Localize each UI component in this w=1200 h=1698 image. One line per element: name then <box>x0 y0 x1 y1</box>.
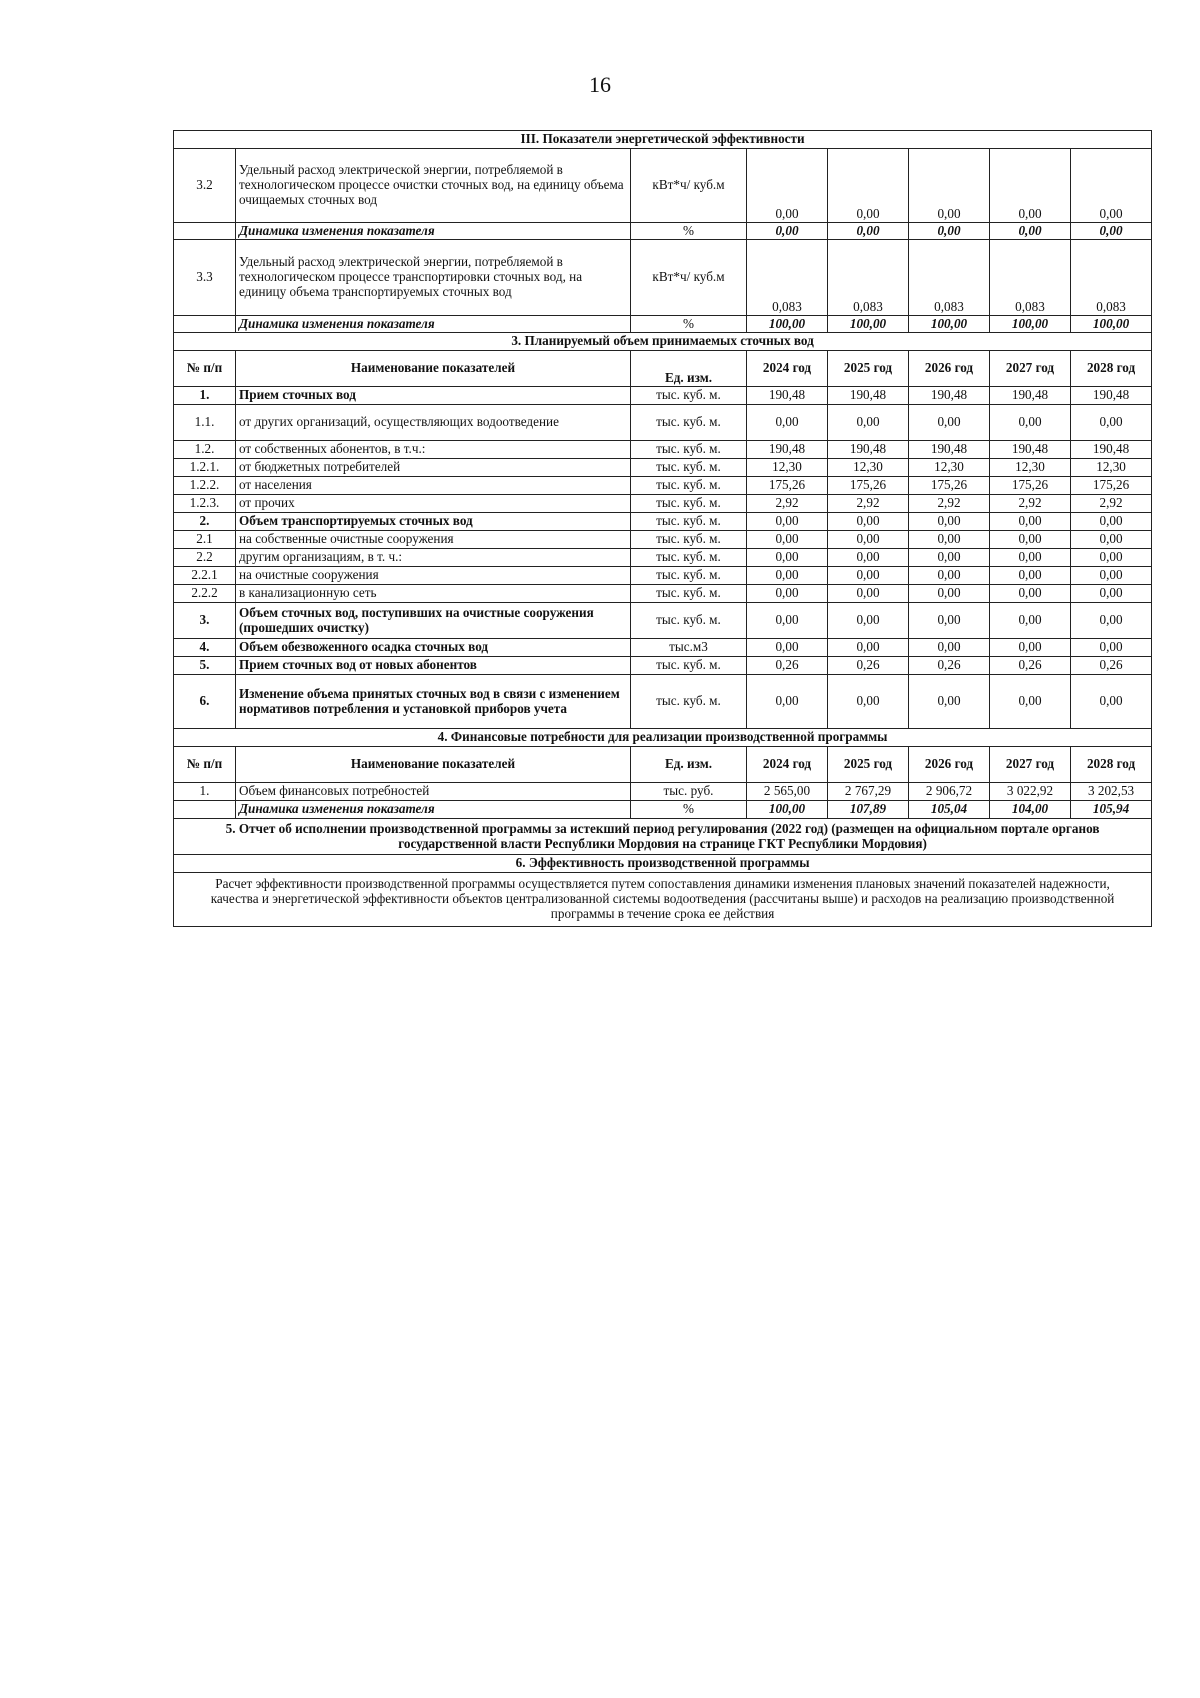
header-year: 2028 год <box>1071 351 1152 387</box>
value-cell: 190,48 <box>1071 387 1152 405</box>
row-number <box>174 801 236 819</box>
row-number: 5. <box>174 657 236 675</box>
table-row <box>174 675 1152 729</box>
row-unit: тыс. куб. м. <box>631 675 747 729</box>
value-cell: 0,00 <box>909 603 990 639</box>
row-number: 1.2.2. <box>174 477 236 495</box>
header-year: 2026 год <box>909 351 990 387</box>
value-cell: 12,30 <box>747 459 828 477</box>
value-cell: 2 906,72 <box>909 783 990 801</box>
row-name: Динамика изменения показателя <box>236 223 631 240</box>
value-cell: 0,26 <box>990 657 1071 675</box>
value-cell: 100,00 <box>747 316 828 333</box>
value-cell: 0,00 <box>909 531 990 549</box>
row-number <box>174 223 236 240</box>
table-row <box>174 549 1152 567</box>
value-cell: 0,00 <box>747 405 828 441</box>
value-cell: 190,48 <box>990 387 1071 405</box>
row-unit: тыс. куб. м. <box>631 567 747 585</box>
value-cell: 2,92 <box>828 495 909 513</box>
value-cell: 175,26 <box>990 477 1071 495</box>
table-row <box>174 531 1152 549</box>
header-row <box>174 747 1152 783</box>
row-unit: тыс. руб. <box>631 783 747 801</box>
value-cell: 0,00 <box>828 223 909 240</box>
value-cell: 0,26 <box>909 657 990 675</box>
value-cell: 2,92 <box>747 495 828 513</box>
value-cell: 0,00 <box>909 513 990 531</box>
section-report-title: 5. Отчет об исполнении производственной программы за истекший период регулирования (2022 год) (размещен на официальном портале органов государственной власти Республики Мордовия на странице ГКТ Республики Мордовия) <box>174 819 1152 855</box>
table-row <box>174 405 1152 441</box>
row-number: 3.2 <box>174 149 236 223</box>
value-cell: 0,00 <box>747 513 828 531</box>
value-cell: 100,00 <box>747 801 828 819</box>
value-cell: 0,00 <box>990 149 1071 223</box>
row-name: Объем обезвоженного осадка сточных вод <box>236 639 631 657</box>
value-cell: 0,00 <box>990 513 1071 531</box>
table-row <box>174 585 1152 603</box>
row-unit: тыс. куб. м. <box>631 459 747 477</box>
value-cell: 0,26 <box>1071 657 1152 675</box>
header-row <box>174 351 1152 387</box>
value-cell: 190,48 <box>747 441 828 459</box>
row-name: другим организациям, в т. ч.: <box>236 549 631 567</box>
value-cell: 190,48 <box>909 387 990 405</box>
header-unit: Ед. изм. <box>631 351 747 387</box>
value-cell: 2 565,00 <box>747 783 828 801</box>
row-name: Удельный расход электрической энергии, потребляемой в технологическом процессе очистки сточных вод, на единицу объема очищаемых сточных вод <box>236 149 631 223</box>
value-cell: 0,00 <box>747 549 828 567</box>
table-row <box>174 149 1152 223</box>
value-cell: 0,00 <box>909 149 990 223</box>
value-cell: 0,00 <box>1071 149 1152 223</box>
row-number: 2.2 <box>174 549 236 567</box>
value-cell: 0,00 <box>747 603 828 639</box>
row-unit: тыс. куб. м. <box>631 441 747 459</box>
row-name: от бюджетных потребителей <box>236 459 631 477</box>
row-unit: кВт*ч/ куб.м <box>631 149 747 223</box>
table-row <box>174 657 1152 675</box>
header-name: Наименование показателей <box>236 747 631 783</box>
value-cell: 0,00 <box>909 585 990 603</box>
row-name: от населения <box>236 477 631 495</box>
value-cell: 0,00 <box>828 603 909 639</box>
table-row <box>174 387 1152 405</box>
value-cell: 0,00 <box>990 585 1071 603</box>
value-cell: 0,00 <box>1071 567 1152 585</box>
row-name: от собственных абонентов, в т.ч.: <box>236 441 631 459</box>
value-cell: 100,00 <box>909 316 990 333</box>
value-cell: 100,00 <box>990 316 1071 333</box>
value-cell: 0,00 <box>747 149 828 223</box>
value-cell: 0,00 <box>828 405 909 441</box>
value-cell: 175,26 <box>909 477 990 495</box>
row-unit: тыс. куб. м. <box>631 585 747 603</box>
header-year: 2028 год <box>1071 747 1152 783</box>
header-year: 2027 год <box>990 351 1071 387</box>
value-cell: 0,00 <box>1071 675 1152 729</box>
value-cell: 0,00 <box>909 223 990 240</box>
header-name: Наименование показателей <box>236 351 631 387</box>
row-number: 6. <box>174 675 236 729</box>
row-name: Динамика изменения показателя <box>236 316 631 333</box>
value-cell: 104,00 <box>990 801 1071 819</box>
value-cell: 190,48 <box>1071 441 1152 459</box>
row-name: на очистные сооружения <box>236 567 631 585</box>
section-volume-title: 3. Планируемый объем принимаемых сточных вод <box>174 333 1152 351</box>
value-cell: 0,00 <box>1071 223 1152 240</box>
header-year: 2025 год <box>828 747 909 783</box>
row-name: Прием сточных вод <box>236 387 631 405</box>
table-row <box>174 240 1152 316</box>
value-cell: 0,00 <box>747 223 828 240</box>
value-cell: 100,00 <box>1071 316 1152 333</box>
value-cell: 12,30 <box>1071 459 1152 477</box>
row-name: Объем финансовых потребностей <box>236 783 631 801</box>
row-number: 3.3 <box>174 240 236 316</box>
value-cell: 190,48 <box>747 387 828 405</box>
value-cell: 0,00 <box>747 531 828 549</box>
value-cell: 0,00 <box>909 549 990 567</box>
value-cell: 0,00 <box>828 675 909 729</box>
value-cell: 190,48 <box>828 441 909 459</box>
row-name: Динамика изменения показателя <box>236 801 631 819</box>
table-row <box>174 783 1152 801</box>
value-cell: 0,00 <box>909 405 990 441</box>
value-cell: 0,00 <box>1071 639 1152 657</box>
row-number: 2.1 <box>174 531 236 549</box>
value-cell: 0,00 <box>747 567 828 585</box>
value-cell: 12,30 <box>909 459 990 477</box>
row-number: 3. <box>174 603 236 639</box>
value-cell: 0,00 <box>1071 603 1152 639</box>
value-cell: 2,92 <box>1071 495 1152 513</box>
header-num: № п/п <box>174 747 236 783</box>
row-name: Прием сточных вод от новых абонентов <box>236 657 631 675</box>
value-cell: 0,00 <box>909 639 990 657</box>
value-cell: 0,00 <box>828 549 909 567</box>
value-cell: 0,00 <box>990 567 1071 585</box>
row-unit: % <box>631 801 747 819</box>
table-row <box>174 603 1152 639</box>
header-year: 2024 год <box>747 351 828 387</box>
row-name: Удельный расход электрической энергии, потребляемой в технологическом процессе транспортировки сточных вод, на единицу объема транспортируемых сточных вод <box>236 240 631 316</box>
row-unit: тыс. куб. м. <box>631 513 747 531</box>
value-cell: 105,04 <box>909 801 990 819</box>
value-cell: 0,00 <box>828 567 909 585</box>
table-row <box>174 477 1152 495</box>
value-cell: 3 202,53 <box>1071 783 1152 801</box>
value-cell: 0,00 <box>1071 549 1152 567</box>
section-efficiency-title: 6. Эффективность производственной программы <box>174 855 1152 873</box>
row-number: 1. <box>174 387 236 405</box>
value-cell: 0,00 <box>828 149 909 223</box>
table-row <box>174 223 1152 240</box>
value-cell: 105,94 <box>1071 801 1152 819</box>
value-cell: 0,26 <box>828 657 909 675</box>
value-cell: 175,26 <box>1071 477 1152 495</box>
value-cell: 107,89 <box>828 801 909 819</box>
table-row <box>174 639 1152 657</box>
value-cell: 0,00 <box>909 567 990 585</box>
table-row <box>174 459 1152 477</box>
value-cell: 0,00 <box>747 585 828 603</box>
row-unit: тыс. куб. м. <box>631 477 747 495</box>
row-number: 1.1. <box>174 405 236 441</box>
header-unit: Ед. изм. <box>631 747 747 783</box>
section-energy-title: III. Показатели энергетической эффективности <box>174 131 1152 149</box>
row-name: Объем транспортируемых сточных вод <box>236 513 631 531</box>
value-cell: 12,30 <box>828 459 909 477</box>
header-year: 2025 год <box>828 351 909 387</box>
value-cell: 175,26 <box>747 477 828 495</box>
value-cell: 0,00 <box>990 549 1071 567</box>
value-cell: 190,48 <box>828 387 909 405</box>
row-unit: тыс.м3 <box>631 639 747 657</box>
row-unit: % <box>631 223 747 240</box>
row-number: 1.2.3. <box>174 495 236 513</box>
value-cell: 0,00 <box>990 223 1071 240</box>
value-cell: 12,30 <box>990 459 1071 477</box>
row-number: 1.2. <box>174 441 236 459</box>
row-number: 2. <box>174 513 236 531</box>
value-cell: 175,26 <box>828 477 909 495</box>
value-cell: 0,00 <box>990 531 1071 549</box>
value-cell: 0,00 <box>828 513 909 531</box>
value-cell: 100,00 <box>828 316 909 333</box>
row-name: Изменение объема принятых сточных вод в связи с изменением нормативов потребления и установкой приборов учета <box>236 675 631 729</box>
value-cell: 0,00 <box>909 675 990 729</box>
row-unit: тыс. куб. м. <box>631 657 747 675</box>
value-cell: 0,00 <box>1071 513 1152 531</box>
value-cell: 3 022,92 <box>990 783 1071 801</box>
value-cell: 0,00 <box>828 585 909 603</box>
table-row <box>174 513 1152 531</box>
header-num: № п/п <box>174 351 236 387</box>
value-cell: 0,00 <box>990 603 1071 639</box>
value-cell: 0,083 <box>747 240 828 316</box>
table-row <box>174 567 1152 585</box>
value-cell: 0,00 <box>1071 585 1152 603</box>
value-cell: 0,00 <box>828 639 909 657</box>
row-unit: тыс. куб. м. <box>631 405 747 441</box>
header-year: 2027 год <box>990 747 1071 783</box>
value-cell: 0,00 <box>990 639 1071 657</box>
value-cell: 0,083 <box>828 240 909 316</box>
table-row <box>174 316 1152 333</box>
row-name: на собственные очистные сооружения <box>236 531 631 549</box>
value-cell: 2 767,29 <box>828 783 909 801</box>
table-row <box>174 441 1152 459</box>
row-unit: % <box>631 316 747 333</box>
efficiency-text: Расчет эффективности производственной программы осуществляется путем сопоставления динамики изменения плановых значений показателей надежности, качества и энергетической эффективности объектов централизованной системы водоотведения (рассчитаны выше) и расходов на реализацию производственной программы в течение срока ее действия <box>174 873 1152 927</box>
header-year: 2024 год <box>747 747 828 783</box>
value-cell: 190,48 <box>909 441 990 459</box>
row-unit: тыс. куб. м. <box>631 603 747 639</box>
row-number: 1.2.1. <box>174 459 236 477</box>
row-unit: тыс. куб. м. <box>631 531 747 549</box>
value-cell: 0,00 <box>1071 531 1152 549</box>
row-name: от прочих <box>236 495 631 513</box>
value-cell: 190,48 <box>990 441 1071 459</box>
value-cell: 0,083 <box>1071 240 1152 316</box>
row-unit: тыс. куб. м. <box>631 549 747 567</box>
value-cell: 2,92 <box>990 495 1071 513</box>
value-cell: 0,00 <box>747 675 828 729</box>
row-name: Объем сточных вод, поступивших на очистные сооружения (прошедших очистку) <box>236 603 631 639</box>
row-unit: тыс. куб. м. <box>631 495 747 513</box>
table-row <box>174 495 1152 513</box>
page-number: 16 <box>589 72 611 97</box>
value-cell: 0,00 <box>990 405 1071 441</box>
row-number: 2.2.1 <box>174 567 236 585</box>
row-name: от других организаций, осуществляющих водоотведение <box>236 405 631 441</box>
value-cell: 2,92 <box>909 495 990 513</box>
value-cell: 0,00 <box>1071 405 1152 441</box>
value-cell: 0,083 <box>909 240 990 316</box>
row-name: в канализационную сеть <box>236 585 631 603</box>
value-cell: 0,083 <box>990 240 1071 316</box>
value-cell: 0,00 <box>747 639 828 657</box>
table-row <box>174 801 1152 819</box>
program-table <box>173 130 1152 927</box>
section-finance-title: 4. Финансовые потребности для реализации производственной программы <box>174 729 1152 747</box>
header-year: 2026 год <box>909 747 990 783</box>
row-number: 2.2.2 <box>174 585 236 603</box>
row-unit: тыс. куб. м. <box>631 387 747 405</box>
row-number: 4. <box>174 639 236 657</box>
value-cell: 0,00 <box>990 675 1071 729</box>
value-cell: 0,26 <box>747 657 828 675</box>
row-number: 1. <box>174 783 236 801</box>
row-unit: кВт*ч/ куб.м <box>631 240 747 316</box>
value-cell: 0,00 <box>828 531 909 549</box>
row-number <box>174 316 236 333</box>
